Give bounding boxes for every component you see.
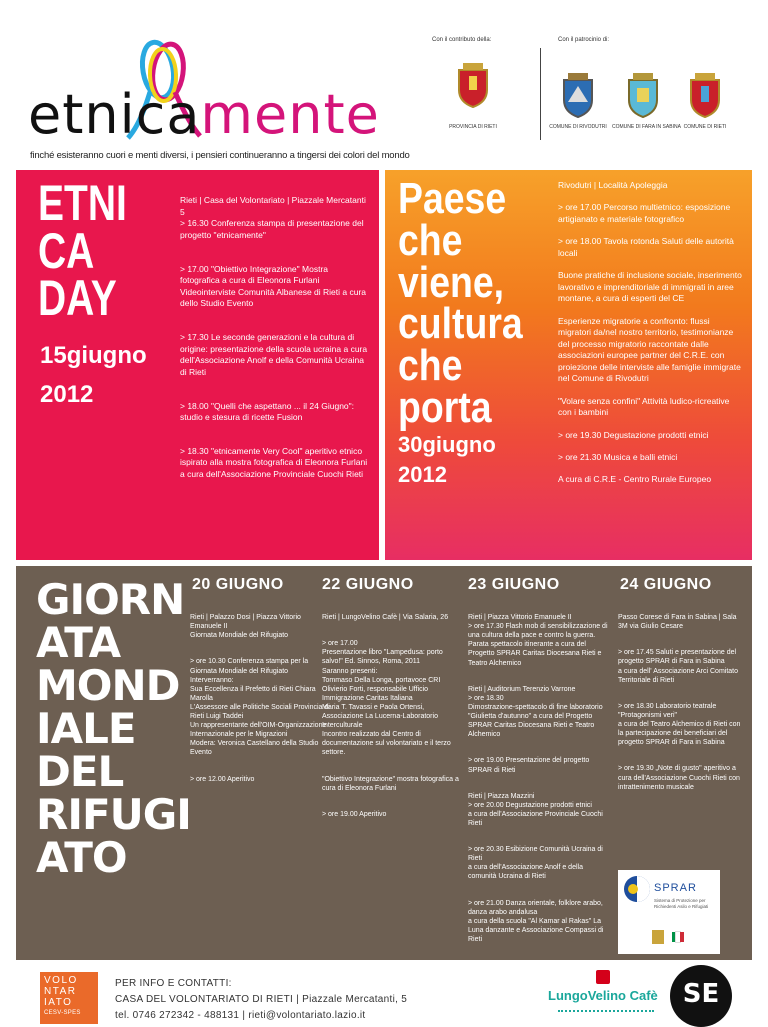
sprar-emblem-icon [622, 874, 652, 904]
program-paragraph: "Obiettivo Integrazione" mostra fotografica a cura di Eleonora Furlani [322, 775, 459, 792]
date-day: 15giugno [40, 342, 147, 369]
provincia-rieti-crest [455, 62, 491, 108]
etnica-day-title [38, 175, 127, 326]
volontariato-logo-line: CESV-SPES [44, 1010, 81, 1016]
program-paragraph: > ore 19.00 Presentazione del progetto SPRAR di Rieti [468, 757, 590, 774]
program-paragraph: > ore 20.30 Esibizione Comunità Ucraina di Rieti a cura dell'Associazione Anolf e della comunità Ucraina di Rieti [468, 846, 603, 881]
sprar-crest-icon [652, 930, 664, 944]
contact-info [115, 976, 407, 1024]
contact-address: CASA DEL VOLONTARIATO DI RIETI | Piazzale Mercatanti, 5 [115, 994, 408, 1005]
program-paragraph: Esperienze migratorie a confronto: flussi migratori da/nel nostro territorio, testimonianze del processo migratorio raccontate dalle associazioni europee partner del C.R.E. con proiezione delle interviste alle famiglie immigrate nel Comune di Rivodutri [558, 315, 741, 384]
title-line: ETNI [38, 175, 127, 231]
volontariato-logo-line: VOLO [44, 975, 78, 986]
title-line: RIFUGI [36, 790, 191, 839]
title-line: DEL [36, 747, 124, 796]
program-paragraph: > ore 17.45 Saluti e presentazione del progetto SPRAR di Fara in Sabina a cura dell' Associazione Arci Comitato Territoriale di Rieti [618, 649, 739, 684]
title-line: viene, [398, 257, 505, 307]
program-paragraph: > 18.30 "etnicamente Very Cool" aperitivo etnico ispirato alla mostra fotografica di Eleonora Furlani a cura dell'Associazione Provinciale Cuochi Rieti [180, 445, 368, 479]
date-year: 2012 [398, 462, 447, 488]
title-line: ATA [36, 618, 121, 667]
patronage-label: Con il patrocinio di: [558, 37, 610, 43]
col-program-20 [190, 604, 330, 801]
comune-rieti-crest [687, 72, 723, 118]
sponsor-caption-provincia: PROVINCIA DI RIETI [449, 124, 497, 130]
date-year: 2012 [40, 380, 94, 408]
program-paragraph: > ore 19.30 Degustazione prodotti etnici [558, 429, 709, 440]
program-paragraph: "Volare senza confini" Attività ludico-ricreative con i bambini [558, 395, 730, 418]
program-paragraph: Rieti | Palazzo Dosi | Piazza Vittorio Emanuele II Giornata Mondiale del Rifugiato [190, 614, 301, 640]
title-line: CA [38, 222, 95, 279]
col-program-22 [322, 604, 462, 836]
paese-title [398, 174, 523, 432]
sprar-title: SPRAR [654, 882, 697, 894]
paese-program [558, 180, 743, 497]
col-date-23: 23 GIUGNO [468, 576, 560, 593]
title-line: ATO [36, 833, 127, 882]
program-paragraph: > ore 18.00 Tavola rotonda Saluti delle autorità locali [558, 236, 734, 258]
title-line: Paese [398, 174, 507, 223]
sponsor-divider [540, 48, 541, 140]
program-paragraph: Rieti | Piazza Vittorio Emanuele II > ore 17.30 Flash mob di sensibilizzazione di una cultura della pace e contro la guerra. Parata spettacolo itinerante a cura del Progetto SPRAR Caritas Diocesana Rieti e Teatro Alchemico [468, 614, 608, 667]
program-paragraph: > ore 17.00 Presentazione libro "Lampedusa: porto salvo!" Ed. Sinnos, Roma, 2011 Saranno presenti: Tommaso Della Longa, portavoce CRI Olivierio Forti, responsabile Ufficio Immigrazione Caritas Italiana Maria T. Tavassi e Paola Ortensi, Associazione La Lucerna-Laboratorio Interculturale Incontro realizzato dal Centro di documentazione sul volontariato e il terzo settore. [322, 640, 451, 757]
program-paragraph: > ore 19.00 Aperitivo [322, 810, 387, 818]
program-paragraph: > ore 21.30 Musica e balli etnici [558, 451, 678, 462]
col-program-23 [468, 604, 608, 961]
col-date-22: 22 GIUGNO [322, 576, 414, 593]
volontariato-logo-line: IATO [44, 997, 73, 1008]
contribution-label: Con il contributo della: [432, 37, 492, 43]
col-date-24: 24 GIUGNO [620, 576, 712, 593]
title-line: DAY [38, 270, 117, 326]
program-paragraph: Rieti | Auditorium Terenzio Varrone > ore 18.30 Dimostrazione-spettacolo di fine laboratorio "Giulietta d'autunno" a cura del Progetto SPRAR Caritas Diocesana Rieti e Teatro Alchemico [468, 685, 603, 739]
contact-phone-email: tel. 0746 272342 - 488131 | rieti@volontariato.lazio.it [115, 1010, 366, 1021]
etnicamente-wordmark [28, 83, 380, 146]
col-program-24 [618, 604, 746, 809]
volontariato-logo [40, 972, 98, 1024]
rivodutri-crest [560, 72, 596, 118]
sponsor-caption-rieti: COMUNE DI RIETI [683, 124, 727, 130]
col-date-20: 20 GIUGNO [192, 576, 284, 593]
program-paragraph: > ore 10.30 Conferenza stampa per la Giornata Mondiale del Rifugiato Interverranno: Sua Eccellenza il Prefetto di Rieti Chiara Marolla L'Assessore alle Politiche Sociali Provincia di Rieti Luigi Taddei Un rappresentante dell'OIM-Organizzazione Internazionale per le Migrazioni Modera: Veronica Castellano della Studio Evento [190, 658, 330, 757]
paese-date [398, 432, 496, 489]
sprar-logo-card [618, 870, 720, 954]
giornata-mondiale-title [36, 575, 191, 882]
program-paragraph: > ore 18.30 Laboratorio teatrale "Protagonismi veri" a cura del Teatro Alchemico di Rieti con la partecipazione dei beneficiari del progetto SPRAR di Fara in Sabina [618, 702, 741, 747]
title-line: MOND [36, 661, 180, 710]
illy-mark-icon [596, 970, 610, 984]
italian-flag-red [680, 932, 684, 942]
program-paragraph: > ore 19.30 „Note di gusto" aperitivo a cura dell'Associazione Cuochi Rieti con intrattenimento musicale [618, 765, 740, 791]
program-paragraph: Passo Corese di Fara in Sabina | Sala 3M via Giulio Cesare [618, 614, 737, 631]
volontariato-logo-line: NTAR [44, 986, 77, 997]
program-paragraph: > ore 21.00 Danza orientale, folklore arabo, danza arabo andalusa a cura della scuola "Al Kamar al Rakas" La Luna danzante e Associazione Compassi di Rieti [468, 899, 604, 943]
program-paragraph: > ore 17.00 Percorso multietnico: esposizione artigianato e materiale fotografico [558, 202, 731, 224]
program-paragraph: > ore 12.00 Aperitivo [190, 775, 255, 783]
program-paragraph: Rieti | LungoVelino Cafè | Via Salaria, 26 [322, 614, 449, 622]
program-paragraph: Rieti | Piazza Mazzini > ore 20.00 Degustazione prodotti etnici a cura dell'Associazione Provinciale Cuochi Rieti [468, 792, 603, 827]
cafe-logo-text: LungoVelino Cafè [548, 988, 658, 1003]
wordmark-etnica: etnica [28, 83, 201, 146]
program-paragraph: > 17.00 "Obiettivo Integrazione" Mostra fotografica a cura di Eleonora Furlani Videointerviste Comunità Albanese di Rieti a cura dello Studio Evento [180, 263, 367, 309]
program-paragraph: Rivodutri | Località Apoleggia [558, 180, 668, 190]
sponsor-caption-fara: COMUNE DI FARA IN SABINA [612, 124, 681, 130]
etnica-day-date [40, 342, 147, 410]
sponsor-caption-rivodutri: COMUNE DI RIVODUTRI [549, 124, 607, 130]
date-day: 30giugno [398, 432, 496, 457]
program-paragraph: Rieti | Casa del Volontariato | Piazzale Mercatanti 5 > 16.30 Conferenza stampa di presentazione del progetto "etnicamente" [180, 195, 366, 240]
program-paragraph: Buone pratiche di inclusione sociale, inserimento lavorativo e imprenditoriale di immigrati in aree montane, a cura di esperti del CE [558, 270, 742, 304]
title-line: che [398, 341, 463, 391]
title-line: porta [398, 382, 492, 432]
etnica-day-program [180, 184, 370, 503]
title-line: IALE [36, 704, 136, 753]
program-paragraph: A cura di C.R.E - Centro Rurale Europeo [558, 474, 712, 485]
cafe-logo-decoration [558, 1010, 654, 1018]
title-line: GIORN [36, 575, 185, 624]
title-line: che [398, 215, 463, 265]
fara-in-sabina-crest [625, 72, 661, 118]
studio-evento-logo: SE [670, 965, 732, 1027]
contact-heading: PER INFO E CONTATTI: [115, 978, 232, 989]
title-line: cultura [398, 299, 523, 349]
lungovelino-cafe-logo [548, 970, 668, 1024]
tagline: finché esisteranno cuori e menti diversi, i pensieri continueranno a tingersi dei colori del mondo [30, 150, 410, 161]
program-paragraph: > 17.30 Le seconde generazioni e la cultura di origine: presentazione della scuola ucraina a cura dell'Associazione Anolf e della Comunità Ucraina di Rieti [180, 332, 368, 377]
wordmark-mente: mente [200, 83, 380, 146]
program-paragraph: > 18.00 "Quelli che aspettano ... il 24 Giugno": studio e stesura di ricette Fusion [180, 400, 355, 422]
sprar-subtitle: Sistema di Protezione per Richiedenti Asilo e Rifugiati [654, 898, 709, 909]
